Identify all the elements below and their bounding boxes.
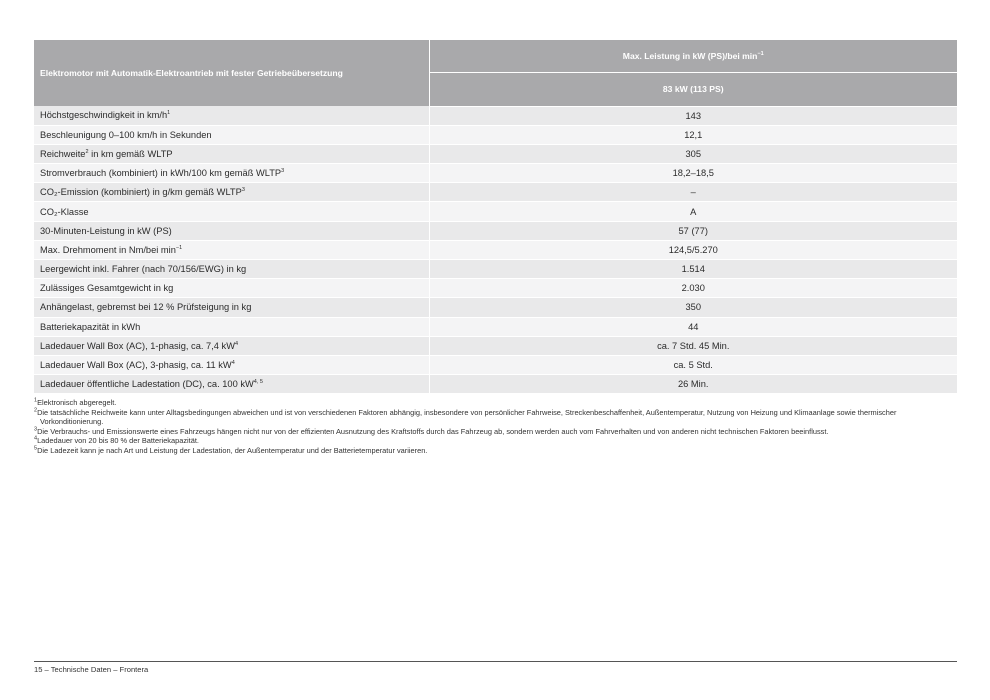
row-label: [34, 298, 429, 317]
row-label-tail: in km gemäß WLTP: [88, 148, 173, 159]
row-label-text: Höchstgeschwindigkeit in km/h: [40, 110, 168, 121]
row-label-text: Anhängelast, gebremst bei 12 % Prüfsteigung in kg: [40, 302, 252, 313]
table-row: [34, 125, 957, 144]
row-label: [34, 221, 429, 240]
row-label: [34, 279, 429, 298]
row-value: ca. 5 Std.: [429, 355, 957, 374]
table-header-row: [34, 40, 957, 73]
row-value: A: [429, 202, 957, 221]
footnote: [34, 398, 954, 408]
table-row: [34, 355, 957, 374]
table-header-label: Elektromotor mit Automatik-Elektroantrieb mit fester Getriebeübersetzung: [34, 40, 429, 106]
header-value-title-sup: −1: [757, 51, 764, 58]
row-label: [34, 202, 429, 221]
table-row: [34, 298, 957, 317]
table-body: [34, 106, 957, 394]
row-label: [34, 260, 429, 279]
table-row: [34, 240, 957, 259]
row-label-sup: 4: [234, 340, 239, 347]
footnote-text: Die Verbrauchs- und Emissionswerte eines Fahrzeugs hängen nicht nur von der effizienten Ausnutzung des Kraftstoffs durch das Fahrzeug ab, sondern werden auch vom Fahrverhalten und von anderen nicht technischen Faktoren beeinflusst.: [37, 426, 829, 436]
row-value: 124,5/5.270: [429, 240, 957, 259]
table-row: [34, 336, 957, 355]
footnote-text: Elektronisch abgeregelt.: [37, 398, 117, 407]
footnotes: [34, 398, 954, 456]
footnote-text: Die Ladezeit kann je nach Art und Leistung der Ladestation, der Außentemperatur und der Batterietemperatur variieren.: [37, 445, 428, 455]
row-value: 350: [429, 298, 957, 317]
row-label-text: Ladedauer Wall Box (AC), 1-phasig, ca. 7,4 kW: [40, 340, 235, 351]
row-value: 26 Min.: [429, 375, 957, 394]
row-label-sup: 4, 5: [253, 379, 263, 386]
footnote-number: 3: [34, 426, 38, 433]
footer-divider: [34, 661, 957, 662]
row-label-sup: 3: [281, 168, 285, 175]
footnote-text: Die tatsächliche Reichweite kann unter Alltagsbedingungen abweichen und ist von verschiedenen Faktoren abhängig, insbesondere von persönlicher Fahrweise, Streckenbeschaffenheit, Außentemperatur, Nutzung von Heizung und Klimaanlage sowie thermischer Vorkonditionierung.: [37, 407, 897, 427]
footnote-number: 4: [34, 435, 38, 442]
row-label: [34, 317, 429, 336]
footnote: [34, 446, 954, 456]
table-row: [34, 202, 957, 221]
row-label-text: Reichweite: [40, 148, 86, 159]
row-label-text: CO₂-Klasse: [40, 206, 89, 217]
table-row: [34, 260, 957, 279]
row-label: [34, 144, 429, 163]
row-value: 1.514: [429, 260, 957, 279]
footnote: [34, 427, 954, 437]
row-label: [34, 183, 429, 202]
table-row: [34, 106, 957, 125]
footnote-text: Ladedauer von 20 bis 80 % der Batteriekapazität.: [37, 436, 199, 446]
row-label-text: Batteriekapazität in kWh: [40, 321, 141, 332]
footnote-number: 5: [34, 445, 38, 452]
table-row: [34, 279, 957, 298]
row-label-text: 30-Minuten-Leistung in kW (PS): [40, 225, 172, 236]
row-label: [34, 240, 429, 259]
footnote: [34, 408, 954, 427]
table-row: [34, 183, 957, 202]
row-value: 2.030: [429, 279, 957, 298]
row-label-text: Max. Drehmoment in Nm/bei min: [40, 244, 176, 255]
row-label: [34, 336, 429, 355]
footnote-number: 2: [34, 407, 38, 414]
row-label: [34, 355, 429, 374]
row-label-text: CO₂-Emission (kombiniert) in g/km gemäß WLTP: [40, 187, 242, 198]
table-row: [34, 164, 957, 183]
spec-table: [34, 40, 957, 394]
row-label-text: Beschleunigung 0–100 km/h in Sekunden: [40, 129, 212, 140]
header-value-title-text: Max. Leistung in kW (PS)/bei min: [622, 51, 758, 62]
row-label-sup: 4: [231, 359, 235, 366]
row-label-text: Stromverbrauch (kombiniert) in kWh/100 km gemäß WLTP: [40, 168, 282, 179]
row-value: 305: [429, 144, 957, 163]
row-label-text: Ladedauer Wall Box (AC), 3-phasig, ca. 11 kW: [40, 360, 232, 371]
row-value: ca. 7 Std. 45 Min.: [429, 336, 957, 355]
table-row: [34, 375, 957, 394]
footnote: [34, 436, 954, 446]
row-label-sup: 1: [167, 110, 171, 117]
row-label: [34, 125, 429, 144]
row-value: 44: [429, 317, 957, 336]
row-label: [34, 375, 429, 394]
row-value: 57 (77): [429, 221, 957, 240]
page-footer: 15 – Technische Daten – Frontera: [34, 665, 149, 674]
row-value: –: [429, 183, 957, 202]
footnote-number: 1: [34, 397, 38, 404]
row-label-sup: 3: [241, 187, 245, 194]
row-label: [34, 106, 429, 125]
table-row: [34, 317, 957, 336]
table-header-variant: 83 kW (113 PS): [429, 73, 957, 106]
table-header-value-title: [429, 40, 957, 73]
table-row: [34, 144, 957, 163]
row-label-text: Ladedauer öffentliche Ladestation (DC), ca. 100 kW: [40, 379, 254, 390]
table-row: [34, 221, 957, 240]
row-label-text: Zulässiges Gesamtgewicht in kg: [40, 283, 174, 294]
row-label-sup: 2: [85, 148, 89, 155]
row-value: 18,2–18,5: [429, 164, 957, 183]
row-label: [34, 164, 429, 183]
row-label-text: Leergewicht inkl. Fahrer (nach 70/156/EWG) in kg: [40, 264, 247, 275]
row-value: 12,1: [429, 125, 957, 144]
row-value: 143: [429, 106, 957, 125]
row-label-sup: −1: [175, 244, 183, 251]
